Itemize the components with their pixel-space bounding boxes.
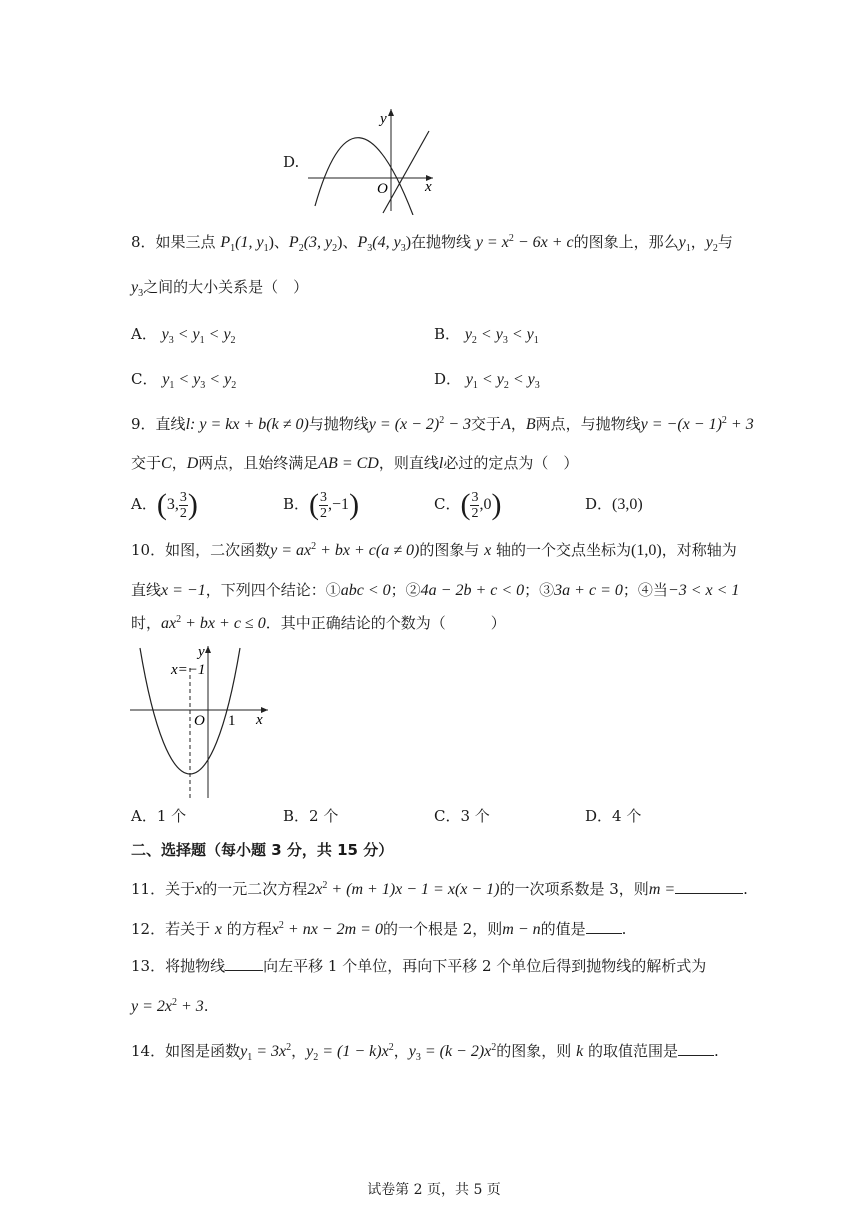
q10-graph-axis-label: x=−1	[171, 662, 206, 678]
q8-stem: 8．如果三点 $P_1(1$, $y_1$)、$P_2(3$, $y_2$)、$P_3(4$, $y_3$)在抛物线 $y = x^2 - 6x + c$的图象上，那么$y_1$，$y_2$与	[131, 233, 733, 254]
q10-graph	[128, 640, 273, 800]
q8-option-d: D． $y_1 < y_2 < y_3$	[434, 370, 540, 391]
q9-option-c: C．( $\frac{3}{2}$ ,0)	[434, 488, 502, 521]
q13-stem: 13．将抛物线 向左平移 1 个单位，再向下平移 2 个单位后得到抛物线的解析式为	[131, 957, 707, 975]
q10-stem-line3: 时，$ax^2$ + bx + c ≤ 0．其中正确结论的个数为（ ）	[131, 614, 506, 632]
q10-option-b: B．2 个	[283, 807, 339, 825]
q8-option-c: C． $y_1 < y_3 < y_2$	[131, 370, 237, 391]
q8-option-a: A． $y_3 < y_1 < y_2$	[131, 325, 236, 346]
q14-stem: 14．如图是函数$y_1 = 3x^2$，$y_2 = (1 - k)x^2$，$y_3 = (k - 2)x^2$的图象，则 k 的取值范围是 .	[131, 1042, 719, 1063]
q10-graph-origin-label: O	[194, 713, 205, 729]
q7-option-d-label: D.	[283, 153, 300, 171]
q9-option-b: B．( $\frac{3}{2}$ ,−1)	[283, 488, 360, 521]
q10-graph-y-label: y	[198, 644, 205, 660]
q7-option-d-graph	[305, 105, 440, 215]
q10-graph-x-label: x	[256, 712, 263, 728]
q14-answer-blank[interactable]	[678, 1041, 714, 1056]
q9-stem: 9．直线l: y = kx + b(k ≠ 0)与抛物线$y = (x - 2)^2 - 3$交于A，B两点，与抛物线$y = -(x - 1)^2 + 3$	[131, 415, 754, 433]
svg-text:y: y	[380, 111, 387, 127]
section-title: 二、选择题（每小题 3 分，共 15 分）	[131, 841, 394, 859]
q13-stem-line2: $y = 2x^2 + 3$.	[131, 997, 209, 1015]
q9-stem-line2: 交于C，D两点，且始终满足AB = CD，则直线l必过的定点为（ ）	[131, 454, 579, 472]
q9-option-a: A．(3, $\frac{3}{2}$ )	[131, 488, 198, 521]
q8-stem-line2: $y_3$之间的大小关系是（ ）	[131, 278, 309, 299]
page-footer: 试卷第 2 页，共 5 页	[367, 1182, 501, 1198]
q9-option-d: D．(3,0)	[585, 495, 643, 513]
svg-text:O: O	[377, 181, 388, 197]
q10-stem-line2: 直线x = −1，下列四个结论：①abc < 0；②4a − 2b + c < 0；③3a + c = 0；④当−3 < x < 1	[131, 581, 740, 599]
q10-option-c: C．3 个	[434, 807, 490, 825]
q8-option-b: B． $y_2 < y_3 < y_1$	[434, 325, 539, 346]
q11-answer-blank[interactable]	[675, 879, 743, 894]
q10-stem: 10．如图，二次函数$y = ax^2$ + bx + c(a ≠ 0)的图象与 x 轴的一个交点坐标为(1,0)，对称轴为	[131, 541, 737, 559]
q10-option-a: A．1 个	[131, 807, 187, 825]
svg-text:x: x	[425, 179, 432, 195]
q13-answer-blank[interactable]	[225, 956, 263, 971]
q10-graph-one-label: 1	[228, 713, 236, 729]
q12-stem: 12．若关于 x 的方程$x^2$ + nx − 2m = 0的一个根是 2，则m − n的值是 .	[131, 920, 627, 938]
q12-answer-blank[interactable]	[586, 919, 622, 934]
q10-option-d: D．4 个	[585, 807, 642, 825]
q11-stem: 11．关于x的一元二次方程$2x^2 + (m + 1)x - 1 = x(x - 1)$的一次项系数是 3，则m = .	[131, 880, 748, 898]
